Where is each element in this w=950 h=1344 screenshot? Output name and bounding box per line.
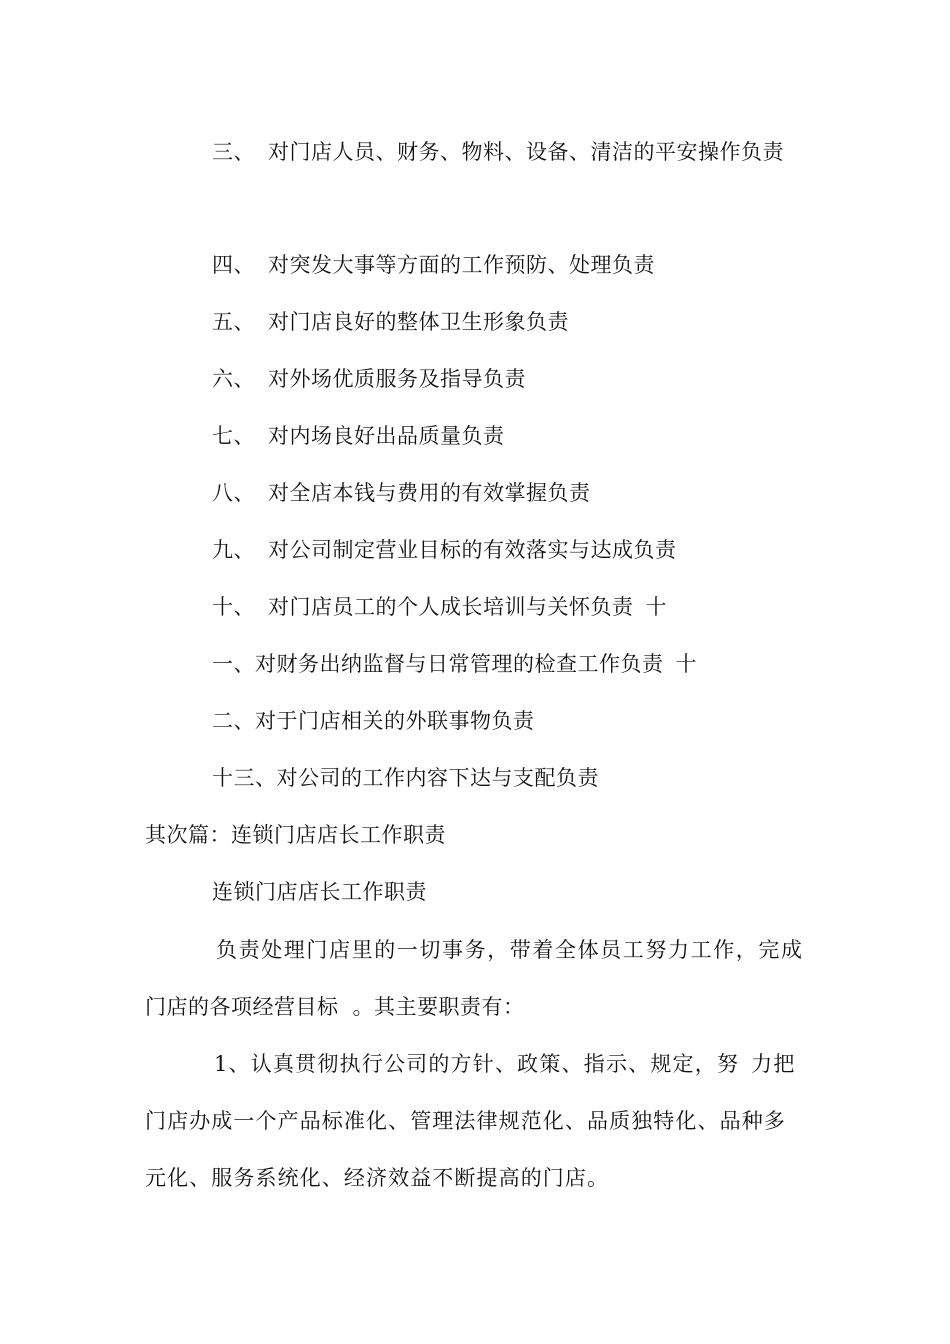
list-item-13 (212, 764, 599, 792)
list-tail: 十 (645, 595, 667, 619)
list-item-5 (212, 308, 569, 336)
text-segment: 门店的各项经营目标 (145, 995, 339, 1019)
list-text: 对突发大事等方面的工作预防、处理负责 (268, 253, 655, 277)
subtitle: 连锁门店店长工作职责 (212, 880, 427, 904)
list-number: 六、 (212, 367, 255, 391)
list-text: 对全店本钱与费用的有效掌握负责 (268, 481, 591, 505)
list-number: 九、 (212, 538, 255, 562)
list-text: 对门店良好的整体卫生形象负责 (268, 310, 569, 334)
list-text: 对公司制定营业目标的有效落实与达成负责 (268, 538, 677, 562)
list-item-3 (212, 138, 784, 166)
list-text: 一、对财务出纳监督与日常管理的检查工作负责 (212, 652, 664, 676)
text-segment: 。其主要职责有： (352, 995, 525, 1019)
list-number: 八、 (212, 481, 255, 505)
list-number: 十、 (212, 595, 255, 619)
paragraph-2-line-2: 门店办成一个产品标准化、管理法律规范化、品质独特化、品种多 (145, 1109, 786, 1133)
list-item-11 (212, 650, 697, 678)
list-text: 对外场优质服务及指导负责 (268, 367, 526, 391)
list-text: 对内场良好出品质量负责 (268, 424, 505, 448)
list-item-10 (212, 593, 667, 621)
section-title: 其次篇：连锁门店店长工作职责 (145, 823, 446, 847)
list-number: 七、 (212, 424, 255, 448)
list-number: 三、 (212, 140, 255, 164)
list-tail: 十 (675, 652, 697, 676)
paragraph-1-line-1: 负责处理门店里的一切事务，带着全体员工努力工作，完成 (216, 938, 804, 962)
list-item-4 (212, 251, 655, 279)
list-text: 十三、对公司的工作内容下达与支配负责 (212, 766, 599, 790)
list-number: 四、 (212, 253, 255, 277)
list-text: 对门店员工的个人成长培训与关怀负责 (268, 595, 634, 619)
list-item-8 (212, 479, 591, 507)
paragraph-1-line-2 (145, 993, 525, 1021)
list-text: 对门店人员、财务、物料、设备、清洁的平安操作负责 (268, 140, 784, 164)
list-text: 二、对于门店相关的外联事物负责 (212, 709, 535, 733)
list-item-6 (212, 365, 526, 393)
list-item-7 (212, 422, 505, 450)
paragraph-2-line-1 (214, 1050, 796, 1078)
text-segment: 力把 (751, 1052, 796, 1076)
paragraph-2-line-3: 元化、服务系统化、经济效益不断提高的门店。 (145, 1166, 610, 1190)
list-item-9 (212, 536, 677, 564)
list-number: 五、 (212, 310, 255, 334)
list-item-12 (212, 707, 535, 735)
text-segment: 1、认真贯彻执行公司的方针、政策、指示、规定，努 (214, 1052, 740, 1076)
